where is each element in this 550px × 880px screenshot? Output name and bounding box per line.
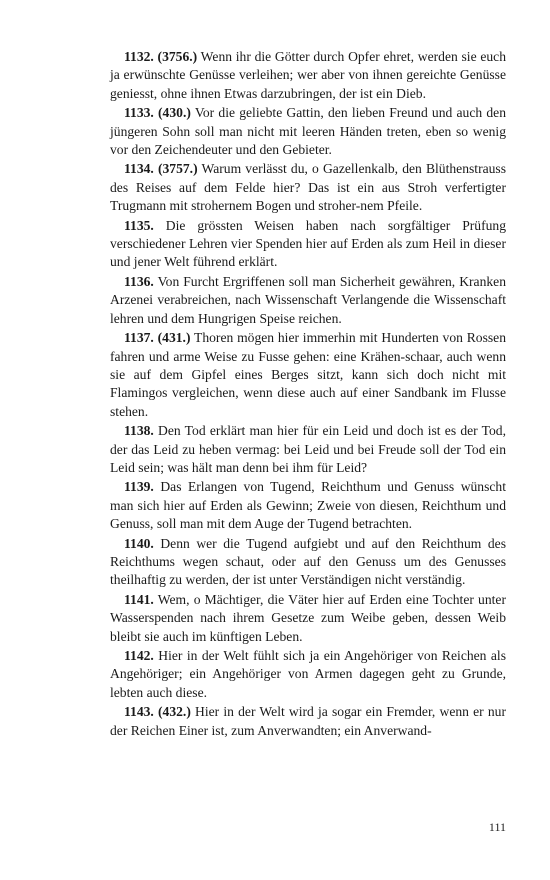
entry-text: Hier in der Welt wird ja sogar ein Fremder, wenn er nur der Reichen Einer ist, zum Anverwandten; ein Anverwand-	[110, 704, 506, 738]
entry-number: 1141.	[124, 591, 154, 607]
entry-number: 1132. (3756.)	[124, 49, 198, 64]
entry-number: 1143. (432.)	[124, 704, 191, 720]
entry-number: 1133. (430.)	[124, 105, 191, 121]
page-number: 111	[488, 820, 506, 834]
entry-text: Denn wer die Tugend aufgiebt und auf den Reichthum des Reichthums wegen schaut, oder auf den Genuss um des Genusses theilhaftig zu werden, der ist unter Verständigen nicht verständig.	[110, 535, 506, 588]
entry-text: Hier in der Welt fühlt sich ja ein Angehöriger von Reichen als Angehöriger; ein Angehöriger von Armen dagegen geht zu Grunde, lebten auch diese.	[110, 648, 506, 700]
entry-1142	[110, 647, 506, 702]
entry-number: 1140.	[124, 535, 154, 551]
entry-1137	[110, 329, 506, 421]
page-body	[110, 48, 506, 740]
entry-1139	[110, 478, 506, 533]
entry-1135	[110, 217, 506, 272]
entry-1143	[110, 703, 506, 740]
entry-1138	[110, 422, 506, 477]
entry-number: 1142.	[124, 648, 154, 663]
entry-1141	[110, 591, 506, 646]
entry-text: Das Erlangen von Tugend, Reichthum und Genuss wünscht man sich hier auf Erden als Gewinn; Zweie von diesen, Reichthum und Genuss, soll man mit dem Auge der Tugend betrachten.	[110, 479, 506, 532]
entry-text: Wem, o Mächtiger, die Väter hier auf Erden eine Tochter unter Wasserspenden nach ihrem Gesetze zum Weibe geben, dessen Weib bleibt sie auch im künftigen Leben.	[110, 591, 506, 644]
entry-text: Die grössten Weisen haben nach sorgfältiger Prüfung verschiedener Lehren vier Spenden hier auf Erden als zum Heil in dieser und jener Welt führend erklärt.	[110, 217, 506, 270]
entry-1140	[110, 535, 506, 590]
entry-text: Vor die geliebte Gattin, den lieben Freund und auch den jüngeren Sohn soll man nicht mit leeren Händen treten, eben so wenig vor den Zeichendeuter und den Gebieter.	[110, 105, 506, 158]
entry-number: 1134. (3757.)	[124, 161, 198, 177]
entry-number: 1138.	[124, 423, 154, 439]
entry-text: Wenn ihr die Götter durch Opfer ehret, werden sie euch ja erwünschte Genüsse verleihen; wer aber von ihnen gereichte Genüsse geniesst, ohne ihnen Etwas darzubringen, der ist ein Dieb.	[110, 49, 506, 101]
entry-number: 1139.	[124, 479, 154, 495]
entry-text: Thoren mögen hier immerhin mit Hunderten von Rossen fahren und arme Weise zu Fusse gehen: eine Krähen-schaar, auch wenn sie auf dem Gipfel eines Berges sitzt, kann sich doch nicht mit Flamingos vergleichen, wenn diese auch auf einer Sandbank im Flusse stehen.	[110, 330, 507, 419]
entry-text: Von Furcht Ergriffenen soll man Sicherheit gewähren, Kranken Arzenei verabreichen, nach Wissenschaft Verlangende die Wissenschaft lehren und dem Hungrigen Speise reichen.	[110, 273, 506, 326]
entry-1134	[110, 160, 506, 215]
entry-text: Den Tod erklärt man hier für ein Leid und doch ist es der Tod, der das Leid zu heben vermag: bei Leid und bei Freude soll der Tod ein Leid sein; was hält man denn bei ihm für Leid?	[110, 423, 506, 475]
entry-number: 1136.	[124, 273, 154, 289]
entry-number: 1137. (431.)	[124, 330, 191, 346]
entry-1132	[110, 48, 506, 103]
entry-1136	[110, 273, 506, 328]
entry-1133	[110, 104, 506, 159]
entry-number: 1135.	[124, 217, 154, 233]
entry-text: Warum verlässt du, o Gazellenkalb, den Blüthenstrauss des Reises auf dem Felde hier? Das ist ein aus Stroh verfertigter Trugmann mit strohernem Bogen und stroher-nem Pfeile.	[110, 161, 507, 214]
